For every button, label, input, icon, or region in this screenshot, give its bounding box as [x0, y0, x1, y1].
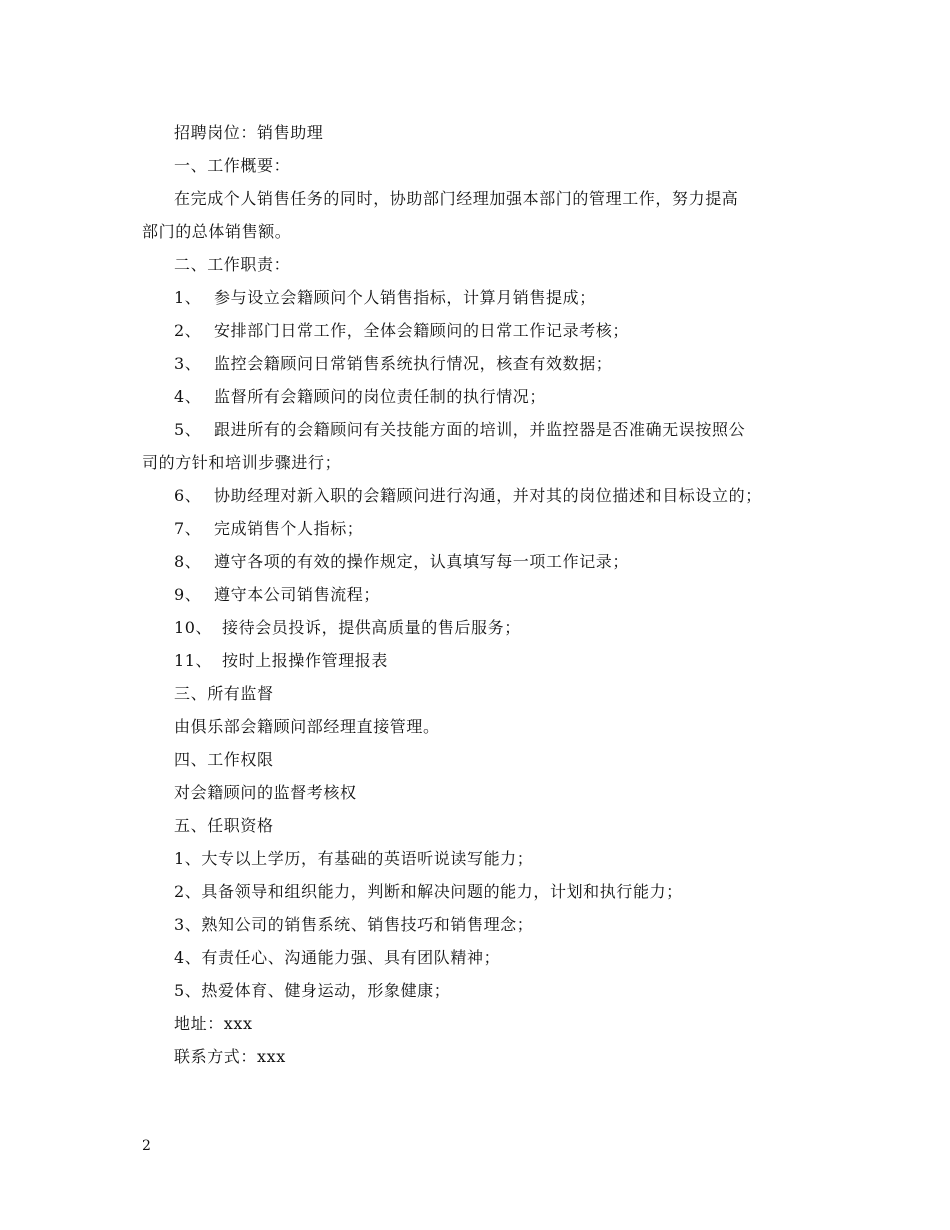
section-heading-qualifications: 五、任职资格 [174, 816, 274, 835]
overview-paragraph-line-2: 部门的总体销售额。 [142, 222, 292, 241]
qualification-item: 1、大专以上学历，有基础的英语听说读写能力； [174, 849, 534, 868]
duty-number: 1、 [174, 288, 202, 307]
duty-text: 安排部门日常工作，全体会籍顾问的日常工作记录考核； [214, 321, 630, 340]
duty-text: 跟进所有的会籍顾问有关技能方面的培训，并监控器是否准确无误按照公 [214, 420, 746, 439]
section-heading-overview: 一、工作概要： [174, 156, 291, 175]
address-line: 地址：xxx [174, 1014, 253, 1033]
duty-text: 监控会籍顾问日常销售系统执行情况，核查有效数据； [214, 354, 613, 373]
section-heading-supervision: 三、所有监督 [174, 684, 274, 703]
duty-text: 接待会员投诉，提供高质量的售后服务； [222, 618, 521, 637]
duty-text: 按时上报操作管理报表 [222, 651, 389, 670]
duty-item [142, 512, 822, 545]
duty-number: 8、 [174, 552, 202, 571]
duty-text: 完成销售个人指标； [214, 519, 364, 538]
duty-item [142, 380, 822, 413]
duty-text: 遵守本公司销售流程； [214, 585, 381, 604]
qualification-item: 4、有责任心、沟通能力强、具有团队精神； [174, 948, 501, 967]
duty-item [142, 314, 822, 347]
contact-line: 联系方式：xxx [174, 1047, 286, 1066]
qualification-item: 5、热爱体育、健身运动，形象健康； [174, 981, 451, 1000]
duty-item [142, 545, 822, 578]
duty-item [142, 611, 822, 644]
duty-number: 10、 [174, 618, 213, 637]
duty-number: 7、 [174, 519, 202, 538]
duty-text: 遵守各项的有效的操作规定，认真填写每一项工作记录； [214, 552, 630, 571]
section-heading-authority: 四、工作权限 [174, 750, 274, 769]
qualification-item: 3、熟知公司的销售系统、销售技巧和销售理念； [174, 915, 534, 934]
overview-paragraph-line-1: 在完成个人销售任务的同时，协助部门经理加强本部门的管理工作，努力提高 [174, 189, 739, 208]
duty-number: 11、 [174, 651, 213, 670]
position-line: 招聘岗位：销售助理 [174, 123, 324, 142]
section-heading-duties: 二、工作职责： [174, 255, 291, 274]
duty-item [142, 479, 822, 512]
duty-item-continuation: 司的方针和培训步骤进行； [142, 453, 342, 472]
page-number: 2 [142, 1138, 151, 1154]
duty-number: 6、 [174, 486, 202, 505]
duty-number: 9、 [174, 585, 202, 604]
duty-number: 4、 [174, 387, 202, 406]
duty-item [142, 413, 822, 446]
authority-text: 对会籍顾问的监督考核权 [174, 783, 357, 802]
duty-text: 协助经理对新入职的会籍顾问进行沟通，并对其的岗位描述和目标设立的； [214, 486, 762, 505]
duty-text: 参与设立会籍顾问个人销售指标，计算月销售提成； [214, 288, 596, 307]
duty-number: 3、 [174, 354, 202, 373]
qualification-item: 2、具备领导和组织能力，判断和解决问题的能力，计划和执行能力； [174, 882, 683, 901]
supervision-text: 由俱乐部会籍顾问部经理直接管理。 [174, 717, 440, 736]
duty-item [142, 578, 822, 611]
duty-item [142, 347, 822, 380]
duty-number: 2、 [174, 321, 202, 340]
duty-item [142, 644, 822, 677]
document-body [142, 116, 822, 1073]
duty-text: 监督所有会籍顾问的岗位责任制的执行情况； [214, 387, 547, 406]
duty-item [142, 281, 822, 314]
duty-number: 5、 [174, 420, 202, 439]
